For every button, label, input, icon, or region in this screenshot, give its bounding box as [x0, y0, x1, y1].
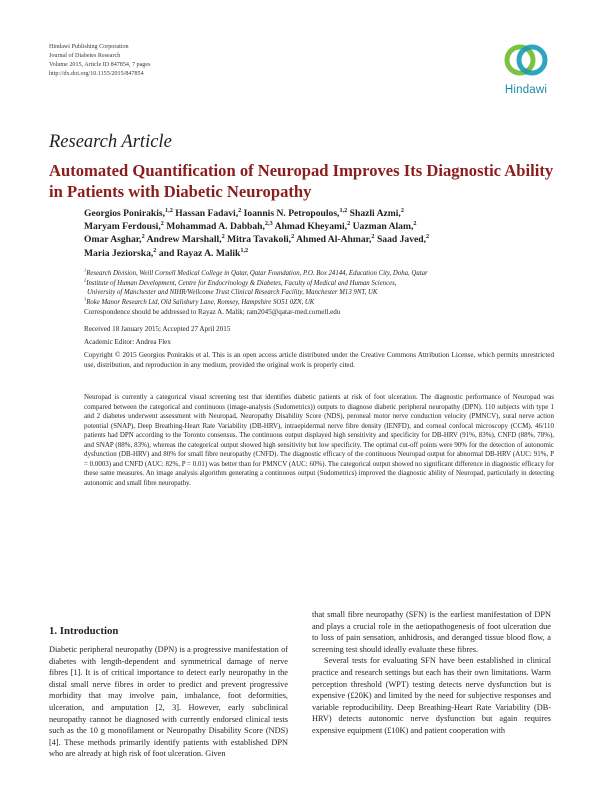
volume-line: Volume 2015, Article ID 847854, 7 pages: [49, 62, 151, 68]
correspondence: Correspondence should be addressed to Rayaz A. Malik; ram2045@qatar-med.cornell.edu: [84, 308, 341, 316]
doi-link[interactable]: http://dx.doi.org/10.1155/2015/847854: [49, 71, 144, 77]
author-list: [84, 207, 554, 260]
article-type: Research Article: [49, 132, 172, 152]
academic-editor: Academic Editor: Andrea Flex: [84, 338, 171, 346]
author: Ahmed Al-Ahmar,$^2$: [296, 233, 375, 246]
copyright-notice: Copyright © 2015 Georgios Ponirakis et al. This is an open access article distributed under the Creative Commons Attribution License, which permits unrestricted use, distribution, and reproduction in any medium, provided the original work is properly cited.: [84, 351, 554, 369]
intro-paragraph-2: Several tests for evaluating SFN have been established in clinical practice and research settings but each has their own limitations. Warm perception threshold (WPT) testing detects nerve dysfunction but is expensive (£20K) and limited by the need for subjective responses and variable reproducibility. Deep Breathing-Heart Rate Variability (DB-HRV) detects autonomic nerve dysfunction but again requires expensive equipment (£10K) and patient cooperation with: [312, 656, 551, 735]
hindawi-logo-icon: [498, 40, 554, 84]
author: Uazman Alam,$^2$: [352, 220, 417, 233]
author: Ioannis N. Petropoulos,$^{1,2}$: [243, 206, 348, 219]
intro-paragraph-continued: that small fibre neuropathy (SFN) is the earliest manifestation of DPN and plays a crucial role in the aetiopathogenesis of foot ulceration due to loss of pain sensation, anhidrosis, and deranged tissue blood flow, a screening test should ideally evaluate these fibres.: [312, 610, 551, 654]
author: Shazli Azmi,$^2$: [349, 206, 404, 219]
affiliation: $^2$Institute of Human Development, Centre for Endocrinology & Diabetes, Faculty of Medical and Human Sciences,: [84, 277, 397, 287]
author: and Rayaz A. Malik$^{1,2}$: [158, 246, 249, 259]
author: Maryam Ferdousi,$^2$: [84, 220, 164, 233]
author: Saad Javed,$^2$: [376, 233, 430, 246]
intro-paragraph-1: Diabetic peripheral neuropathy (DPN) is a progressive manifestation of diabetes with length-dependent and symmetrical damage of nerve fibres [1]. It is of critical importance to detect early neuropathy in the distal small nerve fibres in order to predict and prevent progressive morbidity that may involve pain, imbalance, foot deformities, ulceration, and amputation [2, 3]. However, early subclinical neuropathy cannot be diagnosed with currently endorsed clinical tests such as the 10 g monofilament or Neuropathy Disability Score (NDS) [4]. These methods primarily identify patients with established DPN who are already at high risk of foot ulceration. Given: [49, 645, 288, 759]
author: Maria Jeziorska,$^2$: [84, 246, 157, 259]
logo-text: Hindawi: [504, 84, 548, 96]
author: Omar Asghar,$^2$: [84, 233, 145, 246]
right-column: [312, 609, 551, 737]
publisher-line: Hindawi Publishing Corporation: [49, 44, 129, 50]
received-accepted-dates: Received 18 January 2015; Accepted 27 April 2015: [84, 325, 231, 333]
section-heading-introduction: 1. Introduction: [49, 625, 119, 637]
affiliation: $^1$Research Division, Weill Cornell Medical College in Qatar, Qatar Foundation, P.O. Box 24144, Education City, Doha, Qatar: [84, 267, 428, 277]
left-column: [49, 644, 288, 760]
journal-header: [49, 43, 150, 79]
abstract: Neuropad is currently a categorical visual screening test that identifies diabetic patients at risk of foot ulceration. The diagnostic performance of Neuropad was compared between the categorical and continuous (image-analysis (Sudometrics)) outputs to diagnose diabetic peripheral neuropathy (DPN). 110 subjects with type 1 and 2 diabetes underwent assessment with Neuropad, Neuropathy Disability Score (NDS), peroneal motor nerve conduction velocity (PMNCV), sural nerve action potential (SNAP), Deep Breathing-Heart Rate Variability (DB-HRV), intraepidermal nerve fibre density (IENFD), and corneal confocal microscopy (CCM). 46/110 patients had DPN according to the Toronto consensus. The continuous output displayed high sensitivity and specificity for DB-HRV (91%, 83%), CNFD (88%, 78%), and SNAP (88%, 83%), whereas the categorical output showed high sensitivity but low specificity. The optimal cut-off points were 90% for the detection of autonomic dysfunction (DB-HRV) and 80% for small fibre neuropathy (CNFD). The diagnostic efficacy of the continuous Neuropad output for abnormal DB-HRV (AUC: 91%, P = 0.0003) and CNFD (AUC: 82%, P = 0.01) was better than for PMNCV (AUC: 60%). The categorical output showed no significant difference in diagnostic efficacy for these same measures. An image analysis algorithm generating a continuous output (Sudometrics) improved the diagnostic ability of Neuropad, particularly in detecting autonomic and small fibre neuropathy.: [84, 393, 554, 487]
affiliation: University of Manchester and NIHR/Wellcome Trust Clinical Research Facility, Manchester M13 9NT, UK: [87, 289, 378, 297]
author: Ahmad Kheyami,$^2$: [274, 220, 351, 233]
author: Mitra Tavakoli,$^2$: [227, 233, 295, 246]
author: Hassan Fadavi,$^2$: [175, 206, 242, 219]
author: Georgios Ponirakis,$^{1,2}$: [84, 206, 173, 219]
journal-name: Journal of Diabetes Research: [49, 53, 121, 59]
author: Mohammad A. Dabbah,$^{2,3}$: [166, 220, 273, 233]
author: Andrew Marshall,$^2$: [146, 233, 225, 246]
affiliations: [84, 269, 564, 307]
article-title: Automated Quantification of Neuropad Improves Its Diagnostic Ability in Patients with Diabetic Neuropathy: [49, 161, 554, 201]
affiliation: $^3$Roke Manor Research Ltd, Old Salisbury Lane, Romsey, Hampshire SO51 0ZN, UK: [84, 296, 315, 306]
hindawi-logo: [498, 40, 554, 104]
